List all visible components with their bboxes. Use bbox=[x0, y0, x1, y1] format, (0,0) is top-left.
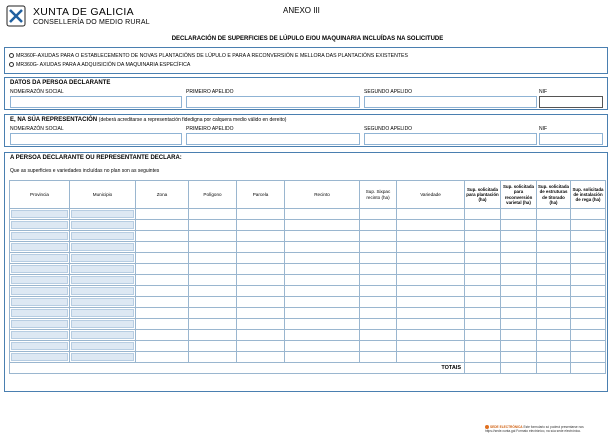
table-cell[interactable] bbox=[571, 341, 606, 352]
totals-label: TOTAIS bbox=[10, 363, 465, 374]
sede-label: SEDE ELECTRÓNICA bbox=[490, 425, 523, 429]
table-cell[interactable] bbox=[571, 286, 606, 297]
table-cell[interactable] bbox=[465, 220, 501, 231]
table-cell[interactable] bbox=[397, 286, 465, 297]
table-cell[interactable] bbox=[397, 352, 465, 363]
table-cell[interactable] bbox=[465, 264, 501, 275]
table-cell[interactable] bbox=[70, 242, 136, 253]
page-header bbox=[6, 4, 606, 30]
province-select[interactable] bbox=[11, 353, 68, 361]
table-cell[interactable] bbox=[189, 231, 237, 242]
table-cell[interactable] bbox=[571, 352, 606, 363]
table-cell[interactable] bbox=[285, 275, 360, 286]
table-cell[interactable] bbox=[136, 209, 189, 220]
table-cell[interactable] bbox=[136, 352, 189, 363]
table-cell[interactable] bbox=[360, 286, 397, 297]
column-header: Sup. solicitada para reconversión varietal (ha) bbox=[501, 181, 537, 209]
table-cell[interactable] bbox=[360, 341, 397, 352]
municipality-select[interactable] bbox=[71, 309, 134, 317]
table-cell[interactable] bbox=[537, 319, 571, 330]
table-cell[interactable] bbox=[465, 253, 501, 264]
table-cell[interactable] bbox=[237, 297, 285, 308]
table-cell[interactable] bbox=[465, 319, 501, 330]
total-cell[interactable] bbox=[501, 363, 537, 374]
table-cell[interactable] bbox=[189, 209, 237, 220]
table-cell[interactable] bbox=[501, 264, 537, 275]
column-header: Sup. solicitada de instalación de rega (ha) bbox=[571, 181, 606, 209]
province-select[interactable] bbox=[11, 287, 68, 295]
table-cell[interactable] bbox=[465, 330, 501, 341]
procedure-label: MR360F-AXUDAS PARA O ESTABLECEMENTO DE NOVAS PLANTACIÓNS DE LÚPULO E PARA A RECONVERSIÓN E MELLORA DAS PLANTACIÓNS EXISTENTES bbox=[16, 52, 408, 59]
table-cell[interactable] bbox=[136, 341, 189, 352]
table-cell[interactable] bbox=[237, 242, 285, 253]
document-title: DECLARACIÓN DE SUPERFICIES DE LÚPULO E/OU MAQUINARIA INCLUÍDAS NA SOLICITUDE bbox=[171, 36, 444, 42]
representative-heading: E, NA SÚA REPRESENTACIÓN bbox=[10, 117, 98, 123]
declaration-section bbox=[4, 152, 608, 392]
table-cell[interactable] bbox=[237, 319, 285, 330]
table-cell[interactable] bbox=[285, 209, 360, 220]
column-header: Zona bbox=[136, 181, 189, 209]
table-cell[interactable] bbox=[237, 330, 285, 341]
table-cell[interactable] bbox=[360, 220, 397, 231]
field-label: NOME/RAZÓN SOCIAL bbox=[10, 89, 64, 95]
table-cell[interactable] bbox=[397, 253, 465, 264]
declarant-second-surname-field[interactable] bbox=[364, 96, 537, 108]
totals-row bbox=[10, 363, 606, 374]
table-cell[interactable] bbox=[237, 209, 285, 220]
table-cell[interactable] bbox=[571, 220, 606, 231]
table-cell[interactable] bbox=[360, 308, 397, 319]
table-cell[interactable] bbox=[10, 275, 70, 286]
table-cell[interactable] bbox=[237, 264, 285, 275]
table-cell[interactable] bbox=[70, 352, 136, 363]
table-cell[interactable] bbox=[237, 308, 285, 319]
table-cell[interactable] bbox=[465, 286, 501, 297]
table-cell[interactable] bbox=[237, 275, 285, 286]
table-cell[interactable] bbox=[571, 297, 606, 308]
column-header: Sup. solicitada de estruturas de titorado (ha) bbox=[537, 181, 571, 209]
column-header: Municipio bbox=[70, 181, 136, 209]
table-cell[interactable] bbox=[237, 253, 285, 264]
municipality-select[interactable] bbox=[71, 243, 134, 251]
field-label: SEGUNDO APELIDO bbox=[364, 126, 413, 132]
municipality-select[interactable] bbox=[71, 298, 134, 306]
table-cell[interactable] bbox=[397, 264, 465, 275]
section-heading: DATOS DA PERSOA DECLARANTE bbox=[10, 80, 111, 86]
table-cell[interactable] bbox=[501, 242, 537, 253]
table-cell[interactable] bbox=[537, 209, 571, 220]
table-cell[interactable] bbox=[10, 297, 70, 308]
table-cell[interactable] bbox=[136, 231, 189, 242]
procedure-label: MR360G- AXUDAS PARA A ADQUISICIÓN DA MAQUINARIA ESPECÍFICA bbox=[16, 61, 191, 68]
table-cell[interactable] bbox=[360, 319, 397, 330]
table-cell[interactable] bbox=[465, 352, 501, 363]
table-row bbox=[10, 308, 606, 319]
table-cell[interactable] bbox=[397, 275, 465, 286]
table-row bbox=[10, 286, 606, 297]
table-cell[interactable] bbox=[537, 286, 571, 297]
table-cell[interactable] bbox=[70, 220, 136, 231]
table-cell[interactable] bbox=[397, 297, 465, 308]
municipality-select[interactable] bbox=[71, 342, 134, 350]
table-cell[interactable] bbox=[397, 308, 465, 319]
table-cell[interactable] bbox=[501, 308, 537, 319]
table-cell[interactable] bbox=[397, 242, 465, 253]
table-cell[interactable] bbox=[285, 253, 360, 264]
province-select[interactable] bbox=[11, 221, 68, 229]
table-cell[interactable] bbox=[501, 231, 537, 242]
table-header-row bbox=[10, 181, 606, 209]
province-select[interactable] bbox=[11, 232, 68, 240]
table-cell[interactable] bbox=[285, 242, 360, 253]
column-header: Recinto bbox=[285, 181, 360, 209]
declarant-section bbox=[4, 77, 608, 110]
table-cell[interactable] bbox=[571, 209, 606, 220]
table-cell[interactable] bbox=[285, 231, 360, 242]
table-cell[interactable] bbox=[360, 330, 397, 341]
table-cell[interactable] bbox=[136, 286, 189, 297]
table-cell[interactable] bbox=[501, 330, 537, 341]
annex-label: ANEXO III bbox=[283, 6, 320, 15]
table-cell[interactable] bbox=[189, 297, 237, 308]
table-cell[interactable] bbox=[465, 231, 501, 242]
table-cell[interactable] bbox=[70, 297, 136, 308]
column-header: Variedade bbox=[397, 181, 465, 209]
table-cell[interactable] bbox=[189, 220, 237, 231]
table-cell[interactable] bbox=[10, 231, 70, 242]
province-select[interactable] bbox=[11, 276, 68, 284]
table-cell[interactable] bbox=[10, 220, 70, 231]
table-cell[interactable] bbox=[537, 330, 571, 341]
table-cell[interactable] bbox=[189, 242, 237, 253]
municipality-select[interactable] bbox=[71, 276, 134, 284]
table-cell[interactable] bbox=[360, 352, 397, 363]
table-cell[interactable] bbox=[465, 242, 501, 253]
total-cell[interactable] bbox=[465, 363, 501, 374]
table-cell[interactable] bbox=[397, 319, 465, 330]
table-cell[interactable] bbox=[10, 330, 70, 341]
table-cell[interactable] bbox=[285, 330, 360, 341]
province-select[interactable] bbox=[11, 342, 68, 350]
section-heading bbox=[5, 115, 607, 125]
table-cell[interactable] bbox=[501, 209, 537, 220]
table-cell[interactable] bbox=[501, 341, 537, 352]
municipality-select[interactable] bbox=[71, 210, 134, 218]
column-header: Sup. solicitada para plantación (ha) bbox=[465, 181, 501, 209]
table-cell[interactable] bbox=[501, 352, 537, 363]
table-cell[interactable] bbox=[10, 352, 70, 363]
municipality-select[interactable] bbox=[71, 265, 134, 273]
province-select[interactable] bbox=[11, 265, 68, 273]
municipality-select[interactable] bbox=[71, 254, 134, 262]
table-cell[interactable] bbox=[70, 319, 136, 330]
table-cell[interactable] bbox=[360, 209, 397, 220]
table-cell[interactable] bbox=[397, 209, 465, 220]
table-cell[interactable] bbox=[189, 275, 237, 286]
table-cell[interactable] bbox=[571, 264, 606, 275]
table-cell[interactable] bbox=[10, 209, 70, 220]
table-cell[interactable] bbox=[397, 231, 465, 242]
table-cell[interactable] bbox=[285, 341, 360, 352]
table-cell[interactable] bbox=[397, 220, 465, 231]
table-cell[interactable] bbox=[237, 220, 285, 231]
table-cell[interactable] bbox=[189, 330, 237, 341]
province-select[interactable] bbox=[11, 243, 68, 251]
table-cell[interactable] bbox=[285, 308, 360, 319]
table-cell[interactable] bbox=[136, 275, 189, 286]
parcels-table bbox=[9, 180, 606, 374]
table-cell[interactable] bbox=[285, 264, 360, 275]
table-cell[interactable] bbox=[70, 231, 136, 242]
province-select[interactable] bbox=[11, 298, 68, 306]
field-label: SEGUNDO APELIDO bbox=[364, 89, 413, 95]
table-cell[interactable] bbox=[465, 308, 501, 319]
table-cell[interactable] bbox=[136, 264, 189, 275]
table-row bbox=[10, 275, 606, 286]
table-cell[interactable] bbox=[537, 264, 571, 275]
procedure-selection bbox=[4, 47, 608, 74]
table-cell[interactable] bbox=[397, 330, 465, 341]
table-cell[interactable] bbox=[285, 220, 360, 231]
table-cell[interactable] bbox=[136, 319, 189, 330]
field-label: PRIMEIRO APELIDO bbox=[186, 89, 234, 95]
province-select[interactable] bbox=[11, 309, 68, 317]
declarant-name-field[interactable] bbox=[10, 96, 182, 108]
column-header: Parcela bbox=[237, 181, 285, 209]
representative-name-field[interactable] bbox=[10, 133, 182, 145]
table-row bbox=[10, 319, 606, 330]
table-cell[interactable] bbox=[537, 297, 571, 308]
table-cell[interactable] bbox=[70, 209, 136, 220]
table-row bbox=[10, 352, 606, 363]
table-cell[interactable] bbox=[465, 275, 501, 286]
footer-line1: Este formulario só poderá presentarse nos bbox=[523, 425, 584, 429]
table-cell[interactable] bbox=[537, 308, 571, 319]
table-cell[interactable] bbox=[571, 319, 606, 330]
municipality-select[interactable] bbox=[71, 331, 134, 339]
table-cell[interactable] bbox=[10, 341, 70, 352]
table-cell[interactable] bbox=[360, 253, 397, 264]
table-cell[interactable] bbox=[10, 253, 70, 264]
table-cell[interactable] bbox=[571, 308, 606, 319]
radio-icon[interactable] bbox=[9, 53, 14, 58]
table-cell[interactable] bbox=[70, 341, 136, 352]
province-select[interactable] bbox=[11, 254, 68, 262]
table-cell[interactable] bbox=[501, 220, 537, 231]
table-cell[interactable] bbox=[136, 253, 189, 264]
department-name: CONSELLERÍA DO MEDIO RURAL bbox=[33, 19, 150, 26]
table-cell[interactable] bbox=[360, 242, 397, 253]
table-cell[interactable] bbox=[136, 330, 189, 341]
table-cell[interactable] bbox=[501, 275, 537, 286]
field-label: NOME/RAZÓN SOCIAL bbox=[10, 126, 64, 132]
table-cell[interactable] bbox=[10, 242, 70, 253]
municipality-select[interactable] bbox=[71, 287, 134, 295]
table-cell[interactable] bbox=[537, 253, 571, 264]
table-cell[interactable] bbox=[571, 253, 606, 264]
table-cell[interactable] bbox=[537, 220, 571, 231]
representative-section bbox=[4, 114, 608, 147]
table-cell[interactable] bbox=[237, 352, 285, 363]
table-cell[interactable] bbox=[70, 286, 136, 297]
table-cell[interactable] bbox=[465, 297, 501, 308]
table-cell[interactable] bbox=[571, 231, 606, 242]
declaration-subtext: Que as superficies e variedades incluídas no plan son as seguintes bbox=[10, 168, 160, 174]
table-cell[interactable] bbox=[189, 352, 237, 363]
table-cell[interactable] bbox=[501, 297, 537, 308]
province-select[interactable] bbox=[11, 331, 68, 339]
table-row bbox=[10, 264, 606, 275]
table-cell[interactable] bbox=[501, 286, 537, 297]
table-cell[interactable] bbox=[237, 286, 285, 297]
table-cell[interactable] bbox=[10, 286, 70, 297]
table-cell[interactable] bbox=[10, 264, 70, 275]
table-cell[interactable] bbox=[537, 231, 571, 242]
section-heading: A PERSOA DECLARANTE OU REPRESENTANTE DECLARA: bbox=[10, 155, 182, 161]
table-cell[interactable] bbox=[189, 286, 237, 297]
table-cell[interactable] bbox=[70, 308, 136, 319]
radio-icon[interactable] bbox=[9, 62, 14, 67]
table-cell[interactable] bbox=[537, 352, 571, 363]
xunta-logo-icon bbox=[6, 5, 26, 27]
table-cell[interactable] bbox=[571, 330, 606, 341]
table-cell[interactable] bbox=[189, 308, 237, 319]
table-row bbox=[10, 330, 606, 341]
footer-line2: Formato electrónico, na súa sede electrónica. bbox=[516, 429, 581, 434]
table-cell[interactable] bbox=[360, 275, 397, 286]
table-cell[interactable] bbox=[360, 264, 397, 275]
table-cell[interactable] bbox=[189, 319, 237, 330]
table-cell[interactable] bbox=[501, 319, 537, 330]
table-cell[interactable] bbox=[237, 231, 285, 242]
procedure-option-mr360g[interactable] bbox=[9, 60, 603, 69]
table-cell[interactable] bbox=[136, 242, 189, 253]
field-label: NIF bbox=[539, 89, 548, 95]
province-select[interactable] bbox=[11, 320, 68, 328]
table-cell[interactable] bbox=[285, 319, 360, 330]
table-row bbox=[10, 297, 606, 308]
table-cell[interactable] bbox=[189, 253, 237, 264]
table-cell[interactable] bbox=[360, 231, 397, 242]
table-cell[interactable] bbox=[70, 264, 136, 275]
table-cell[interactable] bbox=[360, 297, 397, 308]
table-row bbox=[10, 242, 606, 253]
table-cell[interactable] bbox=[537, 242, 571, 253]
table-cell[interactable] bbox=[465, 341, 501, 352]
representative-note: (deberá acreditarse a representación fidedigna por calquera medio válido en dereito) bbox=[98, 117, 287, 123]
org-name: XUNTA DE GALICIA bbox=[33, 6, 134, 18]
representative-first-surname-field[interactable] bbox=[186, 133, 360, 145]
table-cell[interactable] bbox=[10, 319, 70, 330]
declarant-first-surname-field[interactable] bbox=[186, 96, 360, 108]
municipality-select[interactable] bbox=[71, 320, 134, 328]
table-row bbox=[10, 253, 606, 264]
table-cell[interactable] bbox=[189, 264, 237, 275]
representative-nif-field[interactable] bbox=[539, 133, 603, 145]
procedure-option-mr360f[interactable] bbox=[9, 51, 603, 60]
municipality-select[interactable] bbox=[71, 221, 134, 229]
table-cell[interactable] bbox=[285, 286, 360, 297]
table-cell[interactable] bbox=[136, 220, 189, 231]
table-row bbox=[10, 231, 606, 242]
table-cell[interactable] bbox=[571, 242, 606, 253]
table-cell[interactable] bbox=[285, 297, 360, 308]
table-row bbox=[10, 341, 606, 352]
table-row bbox=[10, 220, 606, 231]
province-select[interactable] bbox=[11, 210, 68, 218]
table-cell[interactable] bbox=[70, 275, 136, 286]
field-label: NIF bbox=[539, 126, 548, 132]
table-cell[interactable] bbox=[10, 308, 70, 319]
table-cell[interactable] bbox=[465, 209, 501, 220]
municipality-select[interactable] bbox=[71, 232, 134, 240]
table-cell[interactable] bbox=[70, 253, 136, 264]
table-cell[interactable] bbox=[70, 330, 136, 341]
table-cell[interactable] bbox=[237, 341, 285, 352]
table-cell[interactable] bbox=[571, 275, 606, 286]
table-cell[interactable] bbox=[501, 253, 537, 264]
table-row bbox=[10, 209, 606, 220]
table-cell[interactable] bbox=[136, 308, 189, 319]
table-cell[interactable] bbox=[537, 275, 571, 286]
table-cell[interactable] bbox=[136, 297, 189, 308]
table-cell[interactable] bbox=[189, 341, 237, 352]
table-cell[interactable] bbox=[537, 341, 571, 352]
column-header: Polígono bbox=[189, 181, 237, 209]
column-header: Sup. Sixpac recinto (ha) bbox=[360, 181, 397, 209]
table-cell[interactable] bbox=[397, 341, 465, 352]
declarant-nif-field[interactable] bbox=[539, 96, 603, 108]
table-cell[interactable] bbox=[285, 352, 360, 363]
footer-note bbox=[485, 425, 610, 433]
column-header: Provincia bbox=[10, 181, 70, 209]
municipality-select[interactable] bbox=[71, 353, 134, 361]
field-label: PRIMEIRO APELIDO bbox=[186, 126, 234, 132]
total-cell[interactable] bbox=[571, 363, 606, 374]
footer-url[interactable]: https://sede.xunta.gal bbox=[485, 429, 516, 434]
total-cell[interactable] bbox=[537, 363, 571, 374]
representative-second-surname-field[interactable] bbox=[364, 133, 537, 145]
